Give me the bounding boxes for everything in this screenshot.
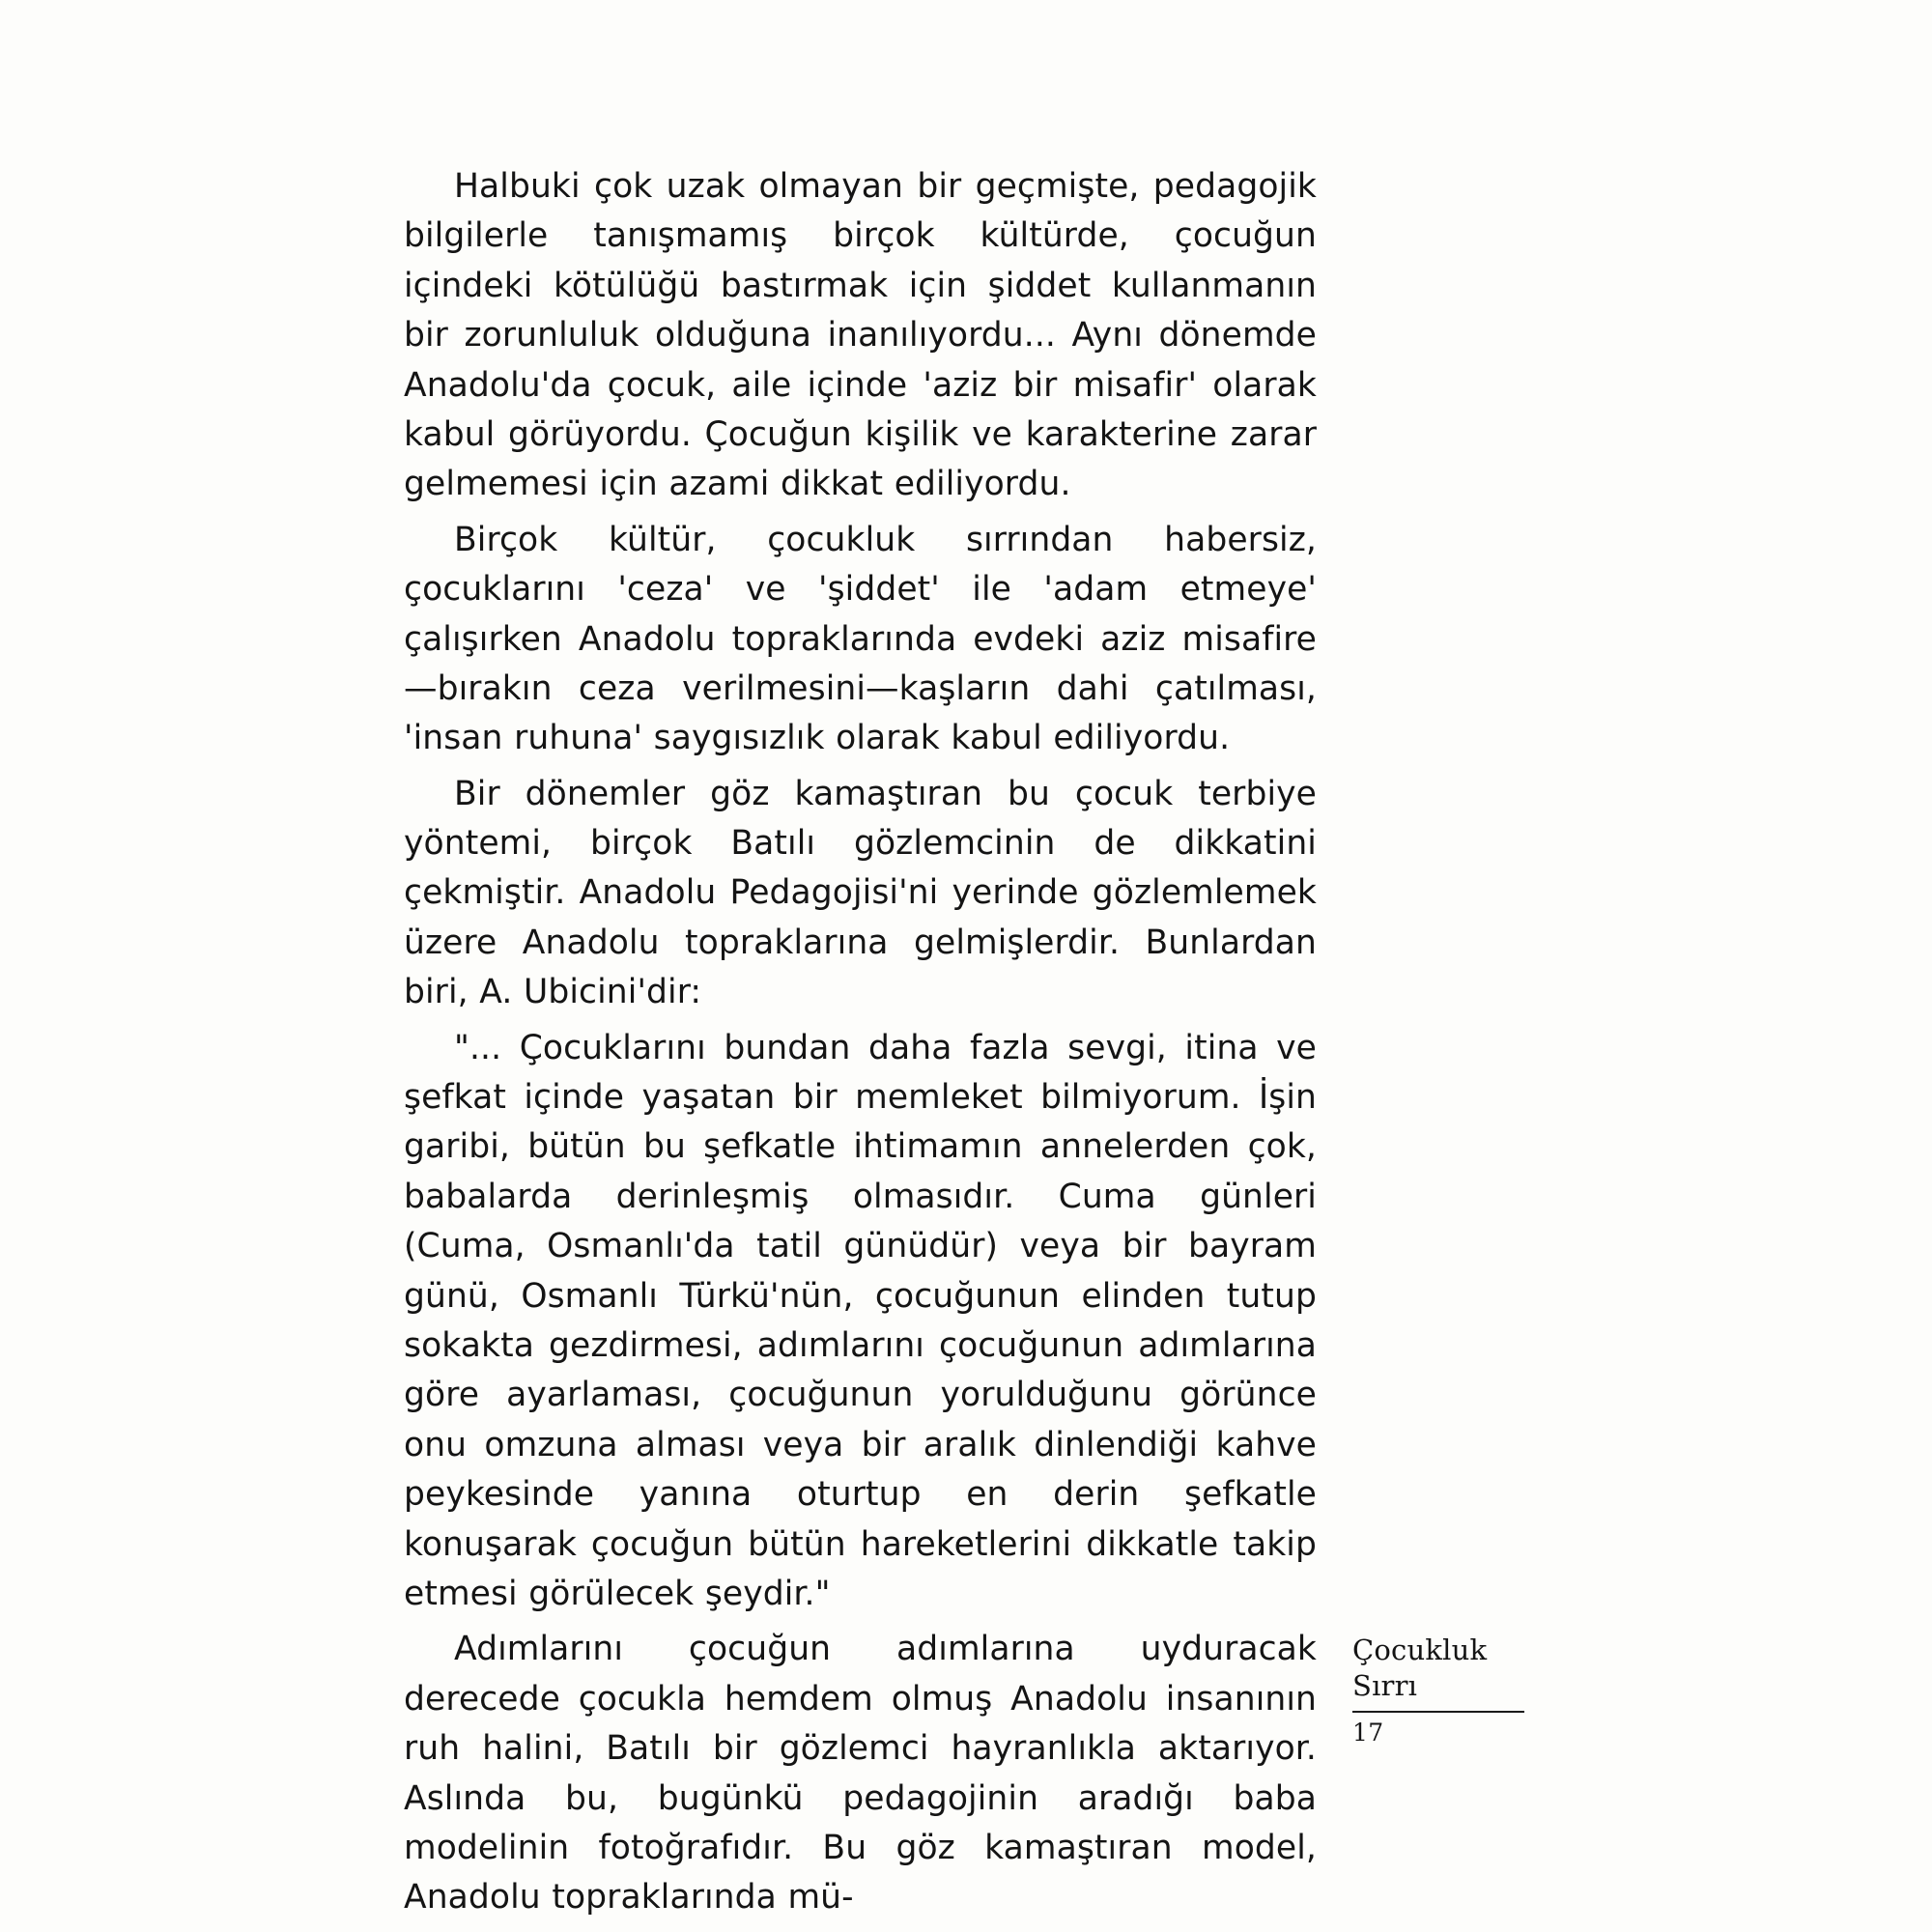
footer-divider [1352,1711,1524,1713]
book-title-line-2: Sırrı [1352,1669,1418,1703]
paragraph: Bir dönemler göz kamaştıran bu çocuk terbiye yöntemi, birçok Batılı gözlemcinin de dikkatini çekmiştir. Anadolu Pedagojisi'ni yerinde gözlemlemek üzere Anadolu topraklarına gelmişlerdir. Bunlardan biri, A. Ubicini'dir: [404,774,1317,1012]
page-number: 17 [1352,1718,1384,1747]
body-text-column [404,162,1317,1923]
paragraph: Adımlarını çocuğun adımlarına uyduracak derecede çocukla hemdem olmuş Anadolu insanının ruh halini, Batılı bir gözlemci hayranlıkla aktarıyor. Aslında bu, bugünkü pedagojinin aradığı baba modelinin fotoğrafıdır. Bu göz kamaştıran model, Anadolu topraklarında mü- [404,1630,1317,1918]
page-footer [1352,1633,1565,1747]
book-title [1352,1633,1565,1704]
paragraph: Halbuki çok uzak olmayan bir geçmişte, pedagojik bilgilerle tanışmamış birçok kültürde, çocuğun içindeki kötülüğü bastırmak için şiddet kullanmanın bir zorunluluk olduğuna inanılıyordu... Aynı dönemde Anadolu'da çocuk, aile içinde 'aziz bir misafir' olarak kabul görüyordu. Çocuğun kişilik ve karakterine zarar gelmemesi için azami dikkat ediliyordu. [404,167,1317,504]
book-title-line-1: Çocukluk [1352,1634,1488,1666]
paragraph: Birçok kültür, çocukluk sırrından habersiz, çocuklarını 'ceza' ve 'şiddet' ile 'adam etmeye' çalışırken Anadolu topraklarında evdeki aziz misafire—bırakın ceza verilmesini—kaşların dahi çatılması, 'insan ruhuna' saygısızlık olarak kabul ediliyordu. [404,520,1317,758]
paragraph-quote: "... Çocuklarını bundan daha fazla sevgi, itina ve şefkat içinde yaşatan bir memleket bilmiyorum. İşin garibi, bütün bu şefkatle ihtimamın annelerden çok, babalarda derinleşmiş olmasıdır. Cuma günleri (Cuma, Osmanlı'da tatil günüdür) veya bir bayram günü, Osmanlı Türkü'nün, çocuğunun elinden tutup sokakta gezdirmesi, adımlarını çocuğunun adımlarına göre ayarlaması, çocuğunun yorulduğunu görünce onu omzuna alması veya bir aralık dinlendiği kahve peykesinde yanına oturtup en derin şefkatle konuşarak çocuğun bütün hareketlerini dikkatle takip etmesi görülecek şeydir." [404,1028,1317,1613]
